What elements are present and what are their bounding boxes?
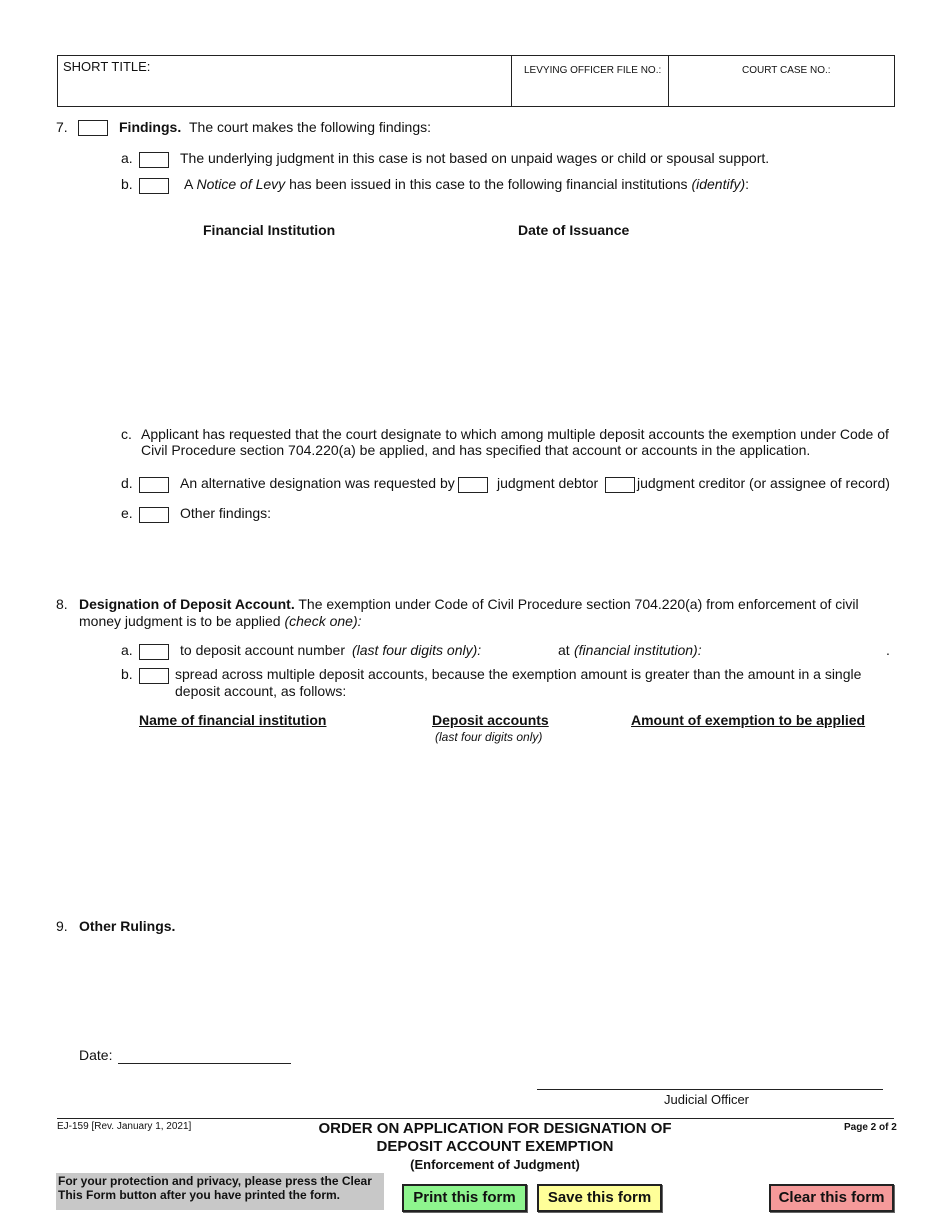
col-deposit-accounts-sub: (last four digits only) — [435, 730, 543, 744]
col-date-of-issuance: Date of Issuance — [518, 222, 630, 238]
item8a-period: . — [886, 642, 890, 658]
item7b-letter: b. — [121, 176, 133, 192]
judgment-debtor-label: judgment debtor — [497, 475, 599, 491]
page-number: Page 2 of 2 — [844, 1122, 897, 1133]
item8a-last-four: (last four digits only): — [352, 642, 482, 658]
item8b-line2: deposit account, as follows: — [175, 683, 347, 699]
other-rulings-field[interactable] — [79, 940, 889, 1035]
item8a-at: at — [558, 642, 570, 658]
item7e-checkbox[interactable] — [139, 507, 169, 523]
levying-officer-cell[interactable] — [511, 56, 668, 106]
short-title-label: SHORT TITLE: — [63, 59, 151, 74]
privacy-note: For your protection and privacy, please press the Clear This Form button after you have printed the form. — [58, 1174, 372, 1202]
clear-form-button[interactable]: Clear this form — [769, 1184, 894, 1212]
item7c-letter: c. — [121, 426, 132, 442]
item8b-checkbox[interactable] — [139, 668, 169, 684]
item7-number: 7. — [56, 119, 68, 135]
item7-title: Findings. — [119, 119, 182, 135]
form-subtitle: (Enforcement of Judgment) — [410, 1157, 580, 1172]
item8b-line1: spread across multiple deposit accounts, because the exemption amount is greater than the amount in a single — [175, 666, 862, 682]
caption-header — [57, 55, 895, 107]
judgment-creditor-checkbox[interactable] — [605, 477, 635, 493]
court-case-label: COURT CASE NO.: — [742, 65, 831, 76]
item7c-line1: Applicant has requested that the court designate to which among multiple deposit accounts the exemption under Code of — [141, 426, 889, 442]
item7a-checkbox[interactable] — [139, 152, 169, 168]
form-title — [280, 1120, 710, 1174]
form-title-line2: DEPOSIT ACCOUNT EXEMPTION — [376, 1138, 614, 1155]
print-form-button[interactable]: Print this form — [402, 1184, 527, 1212]
judgment-creditor-label: judgment creditor (or assignee of record) — [637, 475, 890, 491]
item8-line2: money judgment is to be applied (check one): — [79, 613, 362, 629]
footer-rule — [57, 1118, 894, 1119]
save-form-button[interactable]: Save this form — [537, 1184, 662, 1212]
item7b-checkbox[interactable] — [139, 178, 169, 194]
col-financial-institution: Financial Institution — [203, 222, 336, 238]
item7b-text: A Notice of Levy has been issued in this case to the following financial institutions (identify): — [184, 176, 750, 192]
levying-officer-label: LEVYING OFFICER FILE NO.: — [524, 65, 662, 76]
item8a-text: to deposit account number — [180, 642, 345, 658]
item8a-checkbox[interactable] — [139, 644, 169, 660]
item8a-letter: a. — [121, 642, 133, 658]
item7-intro: The court makes the following findings: — [189, 119, 432, 135]
judicial-officer-label: Judicial Officer — [664, 1092, 750, 1107]
date-label: Date: — [79, 1047, 113, 1063]
date-field[interactable] — [118, 1063, 291, 1064]
col-name-of-financial-institution: Name of financial institution — [139, 712, 327, 728]
levy-institutions-field[interactable] — [139, 245, 889, 415]
privacy-note-box — [56, 1173, 384, 1210]
form-title-line1: ORDER ON APPLICATION FOR DESIGNATION OF — [318, 1120, 672, 1137]
item7d-text: An alternative designation was requested by — [180, 475, 455, 491]
item7-checkbox[interactable] — [78, 120, 108, 136]
signature-line[interactable] — [537, 1089, 883, 1090]
item7d-letter: d. — [121, 475, 133, 491]
item7a-text: The underlying judgment in this case is not based on unpaid wages or child or spousal support. — [180, 150, 770, 166]
item8-number: 8. — [56, 596, 68, 612]
item7d-checkbox[interactable] — [139, 477, 169, 493]
deposit-accounts-field[interactable] — [139, 750, 889, 900]
item8b-letter: b. — [121, 666, 133, 682]
short-title-cell[interactable] — [58, 56, 511, 106]
col-deposit-accounts: Deposit accounts — [432, 712, 549, 728]
form-id: EJ-159 [Rev. January 1, 2021] — [57, 1121, 192, 1132]
item7a-letter: a. — [121, 150, 133, 166]
court-case-cell[interactable] — [668, 56, 895, 106]
item9-title: Other Rulings. — [79, 918, 176, 934]
item9-number: 9. — [56, 918, 68, 934]
item8a-financial-institution: (financial institution): — [574, 642, 702, 658]
item7e-letter: e. — [121, 505, 133, 521]
item7e-text: Other findings: — [180, 505, 272, 521]
judgment-debtor-checkbox[interactable] — [458, 477, 488, 493]
item8-line1: Designation of Deposit Account. The exemption under Code of Civil Procedure section 704.220(a) from enforcement of civil — [79, 596, 859, 612]
col-amount-of-exemption: Amount of exemption to be applied — [631, 712, 866, 728]
item7c-line2: Civil Procedure section 704.220(a) be applied, and has specified that account or accounts in the application. — [141, 442, 811, 458]
